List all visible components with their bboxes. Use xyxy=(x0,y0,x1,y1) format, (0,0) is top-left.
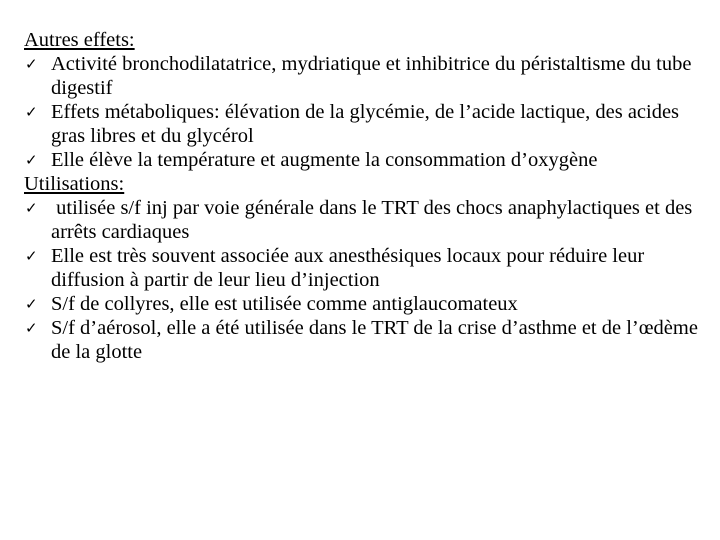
heading-utilisations: Utilisations: xyxy=(24,173,125,195)
list-item-text: Effets métaboliques: élévation de la glycémie, de l’acide lactique, des acides gras libres et du glycérol xyxy=(51,101,680,147)
list-autres-effets xyxy=(24,52,702,172)
check-icon: ✓ xyxy=(25,247,38,265)
check-icon: ✓ xyxy=(25,199,38,217)
check-icon: ✓ xyxy=(25,319,38,337)
check-icon: ✓ xyxy=(25,55,38,73)
list-item-text: Elle élève la température et augmente la consommation d’oxygène xyxy=(51,149,598,171)
list-item xyxy=(24,292,702,316)
list-item xyxy=(24,148,702,172)
list-item xyxy=(24,196,702,244)
check-icon: ✓ xyxy=(25,295,38,313)
list-item xyxy=(24,100,702,148)
check-icon: ✓ xyxy=(25,103,38,121)
list-item-text: S/f de collyres, elle est utilisée comme antiglaucomateux xyxy=(51,293,518,315)
list-item-text: S/f d’aérosol, elle a été utilisée dans le TRT de la crise d’asthme et de l’œdème de la glotte xyxy=(51,317,698,363)
list-item-text: Elle est très souvent associée aux anesthésiques locaux pour réduire leur diffusion à partir de leur lieu d’injection xyxy=(51,245,645,291)
list-item-text: utilisée s/f inj par voie générale dans le TRT des chocs anaphylactiques et des arrêts cardiaques xyxy=(51,197,698,243)
list-item xyxy=(24,244,702,292)
list-item xyxy=(24,52,702,100)
list-utilisations xyxy=(24,196,702,364)
check-icon: ✓ xyxy=(25,151,38,169)
heading-autres-effets: Autres effets: xyxy=(24,29,135,51)
list-item-text: Activité bronchodilatatrice, mydriatique et inhibitrice du péristaltisme du tube digestif xyxy=(51,53,692,99)
list-item xyxy=(24,316,702,364)
